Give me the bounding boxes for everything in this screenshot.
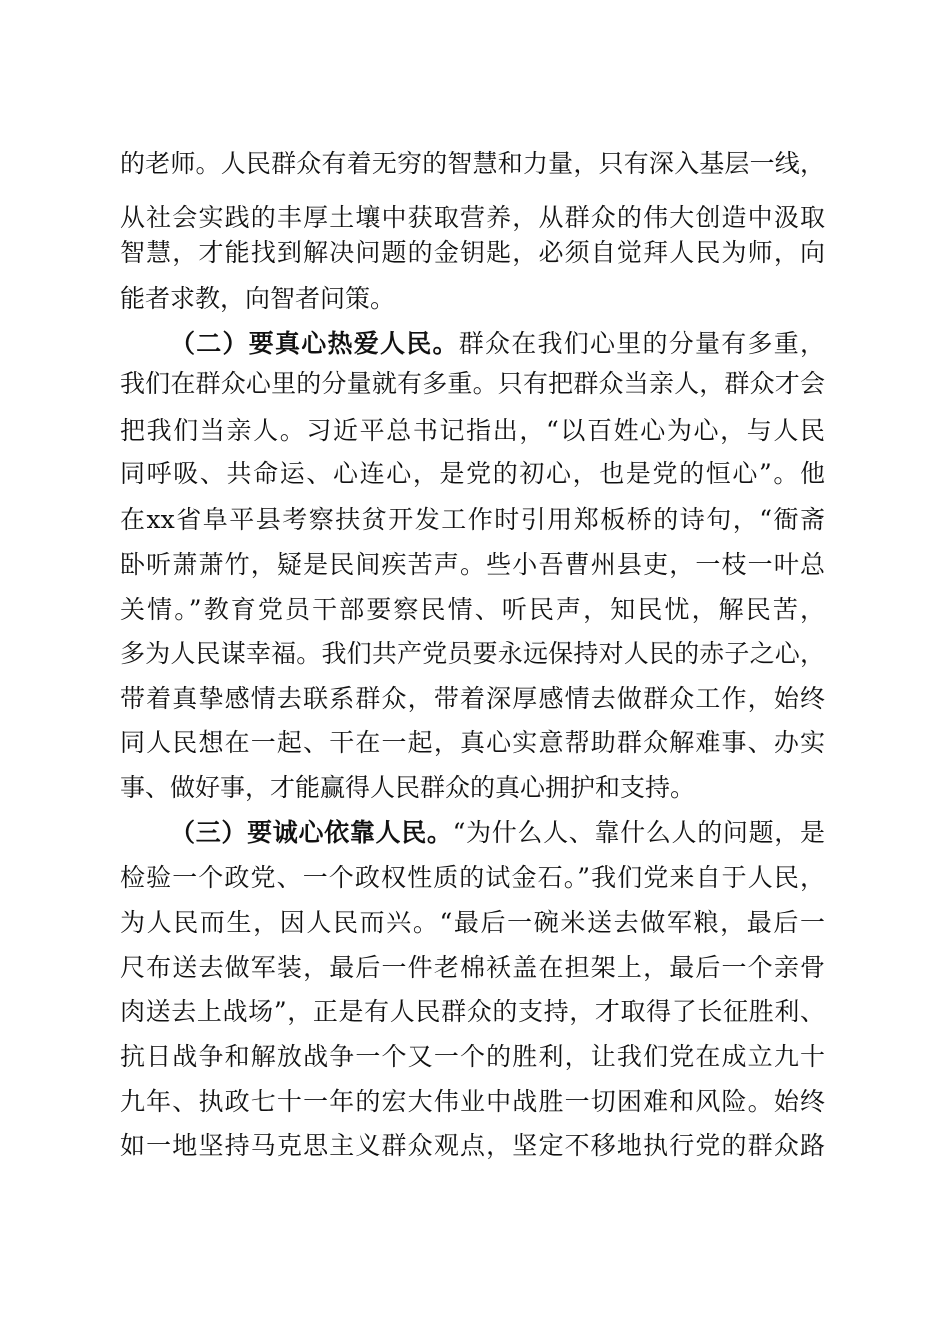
text-line: 抗日战争和解放战争一个又一个的胜利，让我们党在成立九十 bbox=[120, 1042, 825, 1071]
text-line: 同呼吸、共命运、心连心，是党的初心，也是党的恒心”。他 bbox=[120, 459, 825, 488]
text-line: 尺布送去做军装，最后一件老棉袄盖在担架上，最后一个亲骨 bbox=[120, 953, 825, 982]
text-line: 能者求教，向智者问策。 bbox=[120, 284, 396, 313]
text-line: 多为人民谋幸福。我们共产党员要永远保持对人民的赤子之心， bbox=[120, 639, 825, 668]
text-line: 把我们当亲人。习近平总书记指出，“以百姓心为心，与人民 bbox=[120, 416, 825, 445]
text-line: 同人民想在一起、干在一起，真心实意帮助群众解难事、办实 bbox=[120, 728, 825, 757]
text-line: 从社会实践的丰厚土壤中获取营养，从群众的伟大创造中汲取 bbox=[120, 203, 825, 232]
text-line: 检验一个政党、一个政权性质的试金石。”我们党来自于人民， bbox=[120, 863, 825, 892]
text-line: 我们在群众心里的分量就有多重。只有把群众当亲人，群众才会 bbox=[120, 369, 825, 398]
text-line: 九年、执政七十一年的宏大伟业中战胜一切困难和风险。始终 bbox=[120, 1087, 825, 1116]
text-line: 事、做好事，才能赢得人民群众的真心拥护和支持。 bbox=[120, 773, 696, 802]
text-line: 带着真挚感情去联系群众，带着深厚感情去做群众工作，始终 bbox=[120, 684, 825, 713]
section-2-text: 群众在我们心里的分量有多重， bbox=[458, 329, 825, 358]
section-3-text: “为什么人、靠什么人的问题，是 bbox=[452, 818, 825, 847]
section-2-heading: （二）要真心热爱人民。 bbox=[170, 329, 459, 358]
text-line: 在xx省阜平县考察扶贫开发工作时引用郑板桥的诗句，“衙斋 bbox=[120, 505, 825, 534]
text-line: 的老师。人民群众有着无穷的智慧和力量，只有深入基层一线， bbox=[120, 149, 825, 178]
text-line: 卧听萧萧竹，疑是民间疾苦声。些小吾曹州县吏，一枝一叶总 bbox=[120, 550, 825, 579]
text-line: 为人民而生，因人民而兴。“最后一碗米送去做军粮，最后一 bbox=[120, 908, 825, 937]
text-line: 智慧，才能找到解决问题的金钥匙，必须自觉拜人民为师，向 bbox=[120, 238, 825, 267]
section-3-heading: （三）要诚心依靠人民。 bbox=[170, 818, 453, 847]
text-line: 如一地坚持马克思主义群众观点，坚定不移地执行党的群众路 bbox=[120, 1131, 825, 1160]
text-line: 肉送去上战场”，正是有人民群众的支持，才取得了长征胜利、 bbox=[120, 997, 825, 1026]
text-line: 关情。”教育党员干部要察民情、听民声，知民忧，解民苦， bbox=[120, 595, 825, 624]
